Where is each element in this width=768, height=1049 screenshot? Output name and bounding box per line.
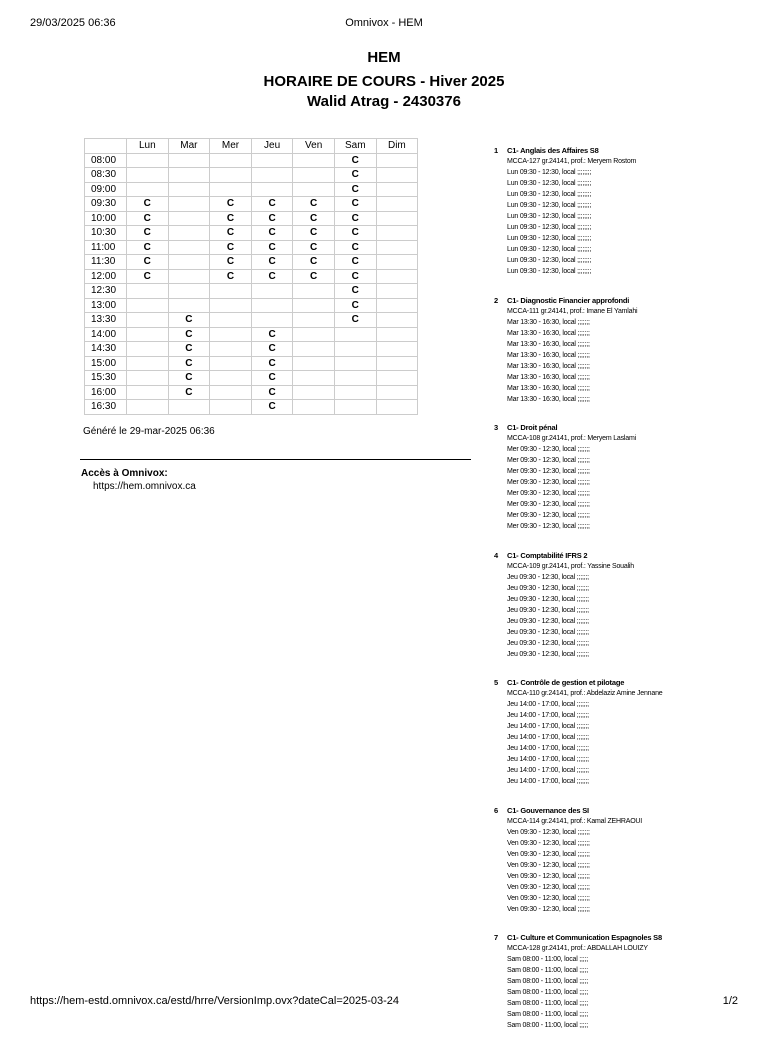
schedule-cell xyxy=(376,168,418,183)
schedule-cell: C xyxy=(334,255,376,270)
schedule-body xyxy=(85,153,418,414)
schedule-cell: C xyxy=(168,342,210,357)
schedule-cell xyxy=(251,284,293,299)
schedule-cell xyxy=(127,371,169,386)
schedule-cell xyxy=(293,400,335,415)
schedule-cell xyxy=(210,400,252,415)
schedule-cell xyxy=(376,327,418,342)
course-number: 2 xyxy=(494,295,498,305)
course-session: Mer 09:30 - 12:30, local ;;;;;;; xyxy=(507,490,590,497)
schedule-cell xyxy=(376,269,418,284)
schedule-cell xyxy=(168,211,210,226)
schedule-cell: C xyxy=(334,211,376,226)
schedule-cell: C xyxy=(334,197,376,212)
schedule-cell xyxy=(334,356,376,371)
schedule-cell xyxy=(293,327,335,342)
time-label: 11:30 xyxy=(85,255,127,270)
course-session: Jeu 14:00 - 17:00, local ;;;;;;; xyxy=(507,723,589,730)
course-session: Mer 09:30 - 12:30, local ;;;;;;; xyxy=(507,446,590,453)
print-url: https://hem-estd.omnivox.ca/estd/hrre/VersionImp.ovx?dateCal=2025-03-24 xyxy=(30,995,400,1007)
schedule-cell: C xyxy=(251,255,293,270)
course-info: MCCA-114 gr.24141, prof.: Kamal ZEHRAOUI xyxy=(507,817,643,825)
time-row xyxy=(85,371,418,386)
schedule-cell xyxy=(251,168,293,183)
schedule-cell xyxy=(210,284,252,299)
schedule-cell xyxy=(210,327,252,342)
schedule-cell xyxy=(210,182,252,197)
course-session: Sam 08:00 - 11:00, local ;;;;; xyxy=(507,978,589,985)
schedule-cell xyxy=(293,313,335,328)
course-header xyxy=(491,295,751,306)
course-session: Ven 09:30 - 12:30, local ;;;;;;; xyxy=(507,905,590,913)
schedule-cell: C xyxy=(127,269,169,284)
course-header xyxy=(491,550,751,561)
schedule-cell xyxy=(168,255,210,270)
schedule-cell: C xyxy=(168,385,210,400)
schedule-cell xyxy=(127,342,169,357)
schedule-cell: C xyxy=(251,327,293,342)
schedule-cell: C xyxy=(334,284,376,299)
schedule-cell xyxy=(168,240,210,255)
schedule-cell: C xyxy=(168,327,210,342)
schedule-cell: C xyxy=(251,400,293,415)
course-header xyxy=(491,422,751,433)
schedule-cell xyxy=(168,400,210,415)
access-url-link[interactable]: https://hem.omnivox.ca xyxy=(93,481,196,492)
time-row xyxy=(85,356,418,371)
course-info: MCCA-108 gr.24141, prof.: Meryem Laslami xyxy=(507,435,636,442)
course-title: C1- Contrôle de gestion et pilotage xyxy=(507,678,625,687)
course-session: Jeu 14:00 - 17:00, local ;;;;;;; xyxy=(507,745,589,752)
course-header xyxy=(491,805,751,816)
schedule-cell: C xyxy=(293,211,335,226)
course-item xyxy=(491,145,751,277)
schedule-cell xyxy=(127,327,169,342)
course-session: Ven 09:30 - 12:30, local ;;;;;;; xyxy=(507,839,590,847)
time-label: 11:00 xyxy=(85,240,127,255)
course-session: Ven 09:30 - 12:30, local ;;;;;;; xyxy=(507,828,590,836)
schedule-cell xyxy=(376,182,418,197)
schedule-cell: C xyxy=(334,153,376,168)
schedule-cell: C xyxy=(334,240,376,255)
schedule-cell: C xyxy=(334,269,376,284)
course-session: Sam 08:00 - 11:00, local ;;;;; xyxy=(507,989,589,996)
schedule-cell: C xyxy=(334,298,376,313)
schedule-cell: C xyxy=(293,226,335,241)
schedule-cell xyxy=(376,298,418,313)
course-session: Ven 09:30 - 12:30, local ;;;;;;; xyxy=(507,850,590,858)
schedule-cell xyxy=(168,153,210,168)
schedule-cell xyxy=(376,197,418,212)
course-session: Ven 09:30 - 12:30, local ;;;;;;; xyxy=(507,861,590,869)
schedule-cell xyxy=(168,298,210,313)
schedule-cell xyxy=(168,226,210,241)
schedule-cell: C xyxy=(127,211,169,226)
schedule-cell: C xyxy=(251,356,293,371)
course-title: C1- Diagnostic Financier approfondi xyxy=(507,295,630,305)
time-label: 12:30 xyxy=(85,284,127,299)
course-session: Mer 09:30 - 12:30, local ;;;;;;; xyxy=(507,512,590,519)
schedule-cell xyxy=(376,284,418,299)
schedule-cell: C xyxy=(168,371,210,386)
schedule-cell: C xyxy=(127,197,169,212)
schedule-cell: C xyxy=(334,226,376,241)
schedule-cell xyxy=(293,371,335,386)
course-session: Jeu 09:30 - 12:30, local ;;;;;;; xyxy=(507,650,589,658)
course-number: 4 xyxy=(494,550,498,560)
schedule-cell xyxy=(376,356,418,371)
day-header: Sam xyxy=(334,139,376,154)
time-row xyxy=(85,284,418,299)
schedule-cell: C xyxy=(334,168,376,183)
schedule-cell xyxy=(293,385,335,400)
schedule-cell: C xyxy=(251,342,293,357)
access-label: Accès à Omnivox: xyxy=(81,468,168,479)
course-session: Mer 09:30 - 12:30, local ;;;;;;; xyxy=(507,468,590,475)
day-header: Jeu xyxy=(251,139,293,154)
schedule-cell: C xyxy=(210,255,252,270)
schedule-cell xyxy=(334,342,376,357)
course-session: Mar 13:30 - 16:30, local ;;;;;;; xyxy=(507,395,590,403)
schedule-cell xyxy=(210,356,252,371)
schedule-cell xyxy=(210,298,252,313)
course-session: Jeu 09:30 - 12:30, local ;;;;;;; xyxy=(507,606,589,614)
course-session: Mer 09:30 - 12:30, local ;;;;;;; xyxy=(507,457,590,464)
schedule-cell xyxy=(293,356,335,371)
schedule-cell: C xyxy=(210,226,252,241)
schedule-cell: C xyxy=(210,240,252,255)
schedule-cell xyxy=(376,153,418,168)
schedule-cell: C xyxy=(251,211,293,226)
course-session: Mar 13:30 - 16:30, local ;;;;;;; xyxy=(507,340,590,348)
schedule-cell xyxy=(127,356,169,371)
schedule-cell xyxy=(251,298,293,313)
course-session: Jeu 14:00 - 17:00, local ;;;;;;; xyxy=(507,767,589,774)
course-session: Lun 09:30 - 12:30, local ;;;;;;;; xyxy=(507,213,592,220)
course-session: Ven 09:30 - 12:30, local ;;;;;;; xyxy=(507,872,590,880)
schedule-cell: C xyxy=(210,197,252,212)
generated-note: Généré le 29-mar-2025 06:36 xyxy=(83,426,215,437)
schedule-cell xyxy=(251,153,293,168)
schedule-cell: C xyxy=(127,240,169,255)
time-label: 09:00 xyxy=(85,182,127,197)
schedule-cell: C xyxy=(168,356,210,371)
course-item xyxy=(491,550,751,660)
divider xyxy=(80,459,471,460)
schedule-cell: C xyxy=(251,385,293,400)
course-title: C1- Gouvernance des SI xyxy=(507,805,589,815)
course-item xyxy=(491,932,751,1031)
time-label: 14:00 xyxy=(85,327,127,342)
time-row xyxy=(85,153,418,168)
time-label: 16:30 xyxy=(85,400,127,415)
time-row xyxy=(85,385,418,400)
day-header: Mar xyxy=(168,139,210,154)
course-number: 3 xyxy=(494,423,498,432)
course-item xyxy=(491,295,751,405)
student-name: Walid Atrag - 2430376 xyxy=(307,93,461,110)
time-row xyxy=(85,327,418,342)
schedule-grid xyxy=(84,138,418,415)
course-session: Jeu 14:00 - 17:00, local ;;;;;;; xyxy=(507,712,589,719)
page-number: 1/2 xyxy=(722,995,738,1007)
course-session: Sam 08:00 - 11:00, local ;;;;; xyxy=(507,956,589,963)
course-info: MCCA-110 gr.24141, prof.: Abdelaziz Amine Jennane xyxy=(507,690,663,697)
time-label: 09:30 xyxy=(85,197,127,212)
course-title: C1- Droit pénal xyxy=(507,423,558,432)
print-date: 29/03/2025 06:36 xyxy=(30,17,116,29)
course-session: Mer 09:30 - 12:30, local ;;;;;;; xyxy=(507,501,590,508)
course-session: Sam 08:00 - 11:00, local ;;;;; xyxy=(507,1011,589,1018)
grid-corner xyxy=(85,139,127,154)
schedule-cell: C xyxy=(210,269,252,284)
time-label: 10:00 xyxy=(85,211,127,226)
course-session: Lun 09:30 - 12:30, local ;;;;;;;; xyxy=(507,246,592,253)
schedule-cell xyxy=(376,342,418,357)
course-item xyxy=(491,805,751,915)
course-title: C1- Anglais des Affaires S8 xyxy=(507,146,599,155)
schedule-cell xyxy=(210,313,252,328)
time-row xyxy=(85,168,418,183)
course-session: Ven 09:30 - 12:30, local ;;;;;;; xyxy=(507,894,590,902)
schedule-cell xyxy=(376,371,418,386)
course-item xyxy=(491,422,751,532)
schedule-cell: C xyxy=(293,197,335,212)
time-label: 13:00 xyxy=(85,298,127,313)
course-info: MCCA-111 gr.24141, prof.: Imane El Yamlahi xyxy=(507,307,638,315)
time-label: 14:30 xyxy=(85,342,127,357)
schedule-cell: C xyxy=(168,313,210,328)
schedule-cell: C xyxy=(251,226,293,241)
time-label: 15:30 xyxy=(85,371,127,386)
schedule-cell xyxy=(293,182,335,197)
time-row xyxy=(85,298,418,313)
day-header: Mer xyxy=(210,139,252,154)
course-session: Jeu 14:00 - 17:00, local ;;;;;;; xyxy=(507,701,589,708)
course-number: 7 xyxy=(494,933,498,942)
time-label: 15:00 xyxy=(85,356,127,371)
course-number: 6 xyxy=(494,805,498,815)
course-session: Mar 13:30 - 16:30, local ;;;;;;; xyxy=(507,351,590,359)
course-session: Jeu 14:00 - 17:00, local ;;;;;;; xyxy=(507,756,589,763)
course-title: C1- Culture et Communication Espagnoles S8 xyxy=(507,933,662,942)
course-session: Jeu 14:00 - 17:00, local ;;;;;;; xyxy=(507,778,589,785)
schedule-cell xyxy=(334,385,376,400)
schedule-cell: C xyxy=(251,371,293,386)
schedule-cell xyxy=(127,284,169,299)
course-title: C1- Comptabilité IFRS 2 xyxy=(507,550,588,560)
course-session: Lun 09:30 - 12:30, local ;;;;;;;; xyxy=(507,224,592,231)
course-session: Jeu 14:00 - 17:00, local ;;;;;;; xyxy=(507,734,589,741)
schedule-cell xyxy=(293,284,335,299)
course-session: Mer 09:30 - 12:30, local ;;;;;;; xyxy=(507,523,590,530)
course-session: Ven 09:30 - 12:30, local ;;;;;;; xyxy=(507,883,590,891)
time-row xyxy=(85,313,418,328)
schedule-cell xyxy=(376,313,418,328)
schedule-cell xyxy=(168,182,210,197)
schedule-cell xyxy=(376,400,418,415)
course-session: Lun 09:30 - 12:30, local ;;;;;;;; xyxy=(507,169,592,176)
schedule-cell xyxy=(376,240,418,255)
course-session: Lun 09:30 - 12:30, local ;;;;;;;; xyxy=(507,268,592,275)
schedule-cell xyxy=(127,182,169,197)
schedule-cell xyxy=(251,182,293,197)
schedule-cell xyxy=(210,342,252,357)
course-session: Lun 09:30 - 12:30, local ;;;;;;;; xyxy=(507,235,592,242)
schedule-cell: C xyxy=(334,182,376,197)
course-session: Jeu 09:30 - 12:30, local ;;;;;;; xyxy=(507,617,589,625)
schedule-cell xyxy=(376,385,418,400)
course-session: Jeu 09:30 - 12:30, local ;;;;;;; xyxy=(507,595,589,603)
schedule-cell: C xyxy=(251,197,293,212)
time-row xyxy=(85,400,418,415)
course-session: Jeu 09:30 - 12:30, local ;;;;;;; xyxy=(507,628,589,636)
schedule-cell xyxy=(376,226,418,241)
course-info: MCCA-128 gr.24141, prof.: ABDALLAH LOUIZY xyxy=(507,945,648,952)
schedule-cell xyxy=(168,197,210,212)
print-footer xyxy=(30,995,738,1009)
schedule-cell xyxy=(210,371,252,386)
time-label: 08:00 xyxy=(85,153,127,168)
time-label: 12:00 xyxy=(85,269,127,284)
course-session: Lun 09:30 - 12:30, local ;;;;;;;; xyxy=(507,180,592,187)
course-session: Lun 09:30 - 12:30, local ;;;;;;;; xyxy=(507,191,592,198)
schedule-cell xyxy=(127,385,169,400)
schedule-cell xyxy=(376,255,418,270)
course-session: Mar 13:30 - 16:30, local ;;;;;;; xyxy=(507,384,590,392)
schedule-cell xyxy=(334,400,376,415)
time-row xyxy=(85,269,418,284)
schedule-cell xyxy=(168,284,210,299)
schedule-cell xyxy=(293,153,335,168)
schedule-cell xyxy=(127,400,169,415)
schedule-cell xyxy=(376,211,418,226)
time-row xyxy=(85,255,418,270)
print-page-title: Omnivox - HEM xyxy=(345,17,423,29)
schedule-cell: C xyxy=(334,313,376,328)
course-session: Mar 13:30 - 16:30, local ;;;;;;; xyxy=(507,329,590,337)
schedule-cell xyxy=(334,327,376,342)
schedule-cell xyxy=(168,168,210,183)
schedule-cell: C xyxy=(127,255,169,270)
schedule-cell: C xyxy=(210,211,252,226)
schedule-cell xyxy=(293,342,335,357)
schedule-header-row xyxy=(85,139,418,154)
course-session: Sam 08:00 - 11:00, local ;;;;; xyxy=(507,1000,589,1007)
time-row xyxy=(85,342,418,357)
course-header xyxy=(491,677,751,688)
time-label: 16:00 xyxy=(85,385,127,400)
course-session: Sam 08:00 - 11:00, local ;;;;; xyxy=(507,967,589,974)
course-session: Lun 09:30 - 12:30, local ;;;;;;;; xyxy=(507,202,592,209)
schedule-cell xyxy=(293,168,335,183)
time-row xyxy=(85,197,418,212)
time-label: 08:30 xyxy=(85,168,127,183)
course-info: MCCA-127 gr.24141, prof.: Meryem Rostom xyxy=(507,158,637,165)
day-header: Dim xyxy=(376,139,418,154)
course-session: Mar 13:30 - 16:30, local ;;;;;;; xyxy=(507,373,590,381)
course-session: Jeu 09:30 - 12:30, local ;;;;;;; xyxy=(507,639,589,647)
course-session: Jeu 09:30 - 12:30, local ;;;;;;; xyxy=(507,573,589,581)
schedule-cell: C xyxy=(127,226,169,241)
schedule-cell xyxy=(334,371,376,386)
course-session: Lun 09:30 - 12:30, local ;;;;;;;; xyxy=(507,257,592,264)
time-label: 13:30 xyxy=(85,313,127,328)
print-header xyxy=(30,17,738,31)
course-header xyxy=(491,145,751,156)
course-session: Sam 08:00 - 11:00, local ;;;;; xyxy=(507,1022,589,1029)
schedule-cell xyxy=(127,168,169,183)
time-label: 10:30 xyxy=(85,226,127,241)
schedule-cell xyxy=(168,269,210,284)
course-session: Jeu 09:30 - 12:30, local ;;;;;;; xyxy=(507,584,589,592)
schedule-cell xyxy=(293,298,335,313)
schedule-cell xyxy=(127,153,169,168)
course-info: MCCA-109 gr.24141, prof.: Yassine Soualih xyxy=(507,562,634,570)
course-session: Mar 13:30 - 16:30, local ;;;;;;; xyxy=(507,318,590,326)
schedule-cell: C xyxy=(293,240,335,255)
schedule-cell: C xyxy=(293,269,335,284)
time-row xyxy=(85,182,418,197)
day-header: Ven xyxy=(293,139,335,154)
time-row xyxy=(85,240,418,255)
schedule-cell xyxy=(210,385,252,400)
course-list xyxy=(491,145,751,1049)
course-session: Mar 13:30 - 16:30, local ;;;;;;; xyxy=(507,362,590,370)
schedule-cell xyxy=(127,298,169,313)
schedule-cell: C xyxy=(251,269,293,284)
org-name: HEM xyxy=(367,49,401,66)
schedule-cell xyxy=(127,313,169,328)
course-header xyxy=(491,932,751,943)
schedule-cell: C xyxy=(251,240,293,255)
course-number: 1 xyxy=(494,146,498,155)
time-row xyxy=(85,226,418,241)
schedule-cell xyxy=(251,313,293,328)
schedule-cell xyxy=(210,168,252,183)
course-number: 5 xyxy=(494,678,498,687)
day-header: Lun xyxy=(127,139,169,154)
schedule-cell xyxy=(210,153,252,168)
course-item xyxy=(491,677,751,787)
time-row xyxy=(85,211,418,226)
schedule-title: HORAIRE DE COURS - Hiver 2025 xyxy=(263,73,505,90)
schedule-cell: C xyxy=(293,255,335,270)
course-session: Mer 09:30 - 12:30, local ;;;;;;; xyxy=(507,479,590,486)
